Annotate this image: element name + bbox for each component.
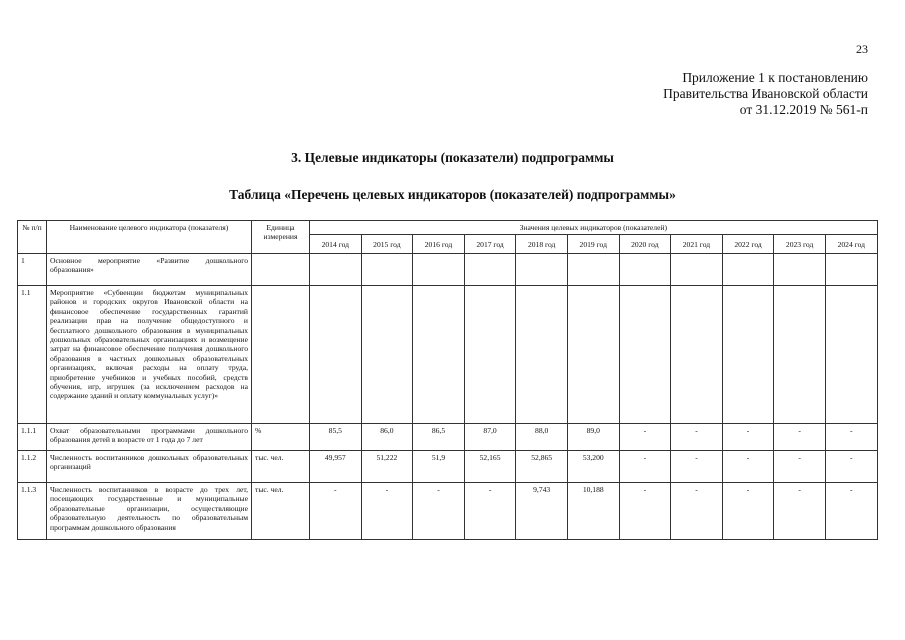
row-value: 52,865 [516,451,568,483]
row-value [774,286,826,424]
table-row [18,254,878,286]
row-value [464,254,516,286]
row-value [671,286,723,424]
row-value [619,254,671,286]
row-value [567,254,619,286]
header-values-group: Значения целевых индикаторов (показателей) [310,221,878,235]
row-value: - [774,483,826,540]
row-name: Основное мероприятие «Развитие дошкольного образования» [47,254,252,286]
row-value [671,254,723,286]
row-name: Охват образовательными программами дошкольного образования детей в возрасте от 1 года до 7 лет [47,424,252,451]
row-value [825,254,877,286]
row-value: - [361,483,413,540]
header-year: 2023 год [774,235,826,254]
row-name: Численность воспитанников в возрасте до трех лет, посещающих государственные и муниципальные образовательные организации, осуществляющие образовательную деятельность по образовательным программам дошкольного образования [47,483,252,540]
row-value: - [464,483,516,540]
row-value: 52,165 [464,451,516,483]
header-year: 2016 год [413,235,465,254]
header-year: 2015 год [361,235,413,254]
row-value: - [722,483,774,540]
row-value [722,254,774,286]
row-value: - [722,424,774,451]
row-value [310,286,362,424]
row-value: - [619,451,671,483]
row-value: - [671,424,723,451]
row-value: 53,200 [567,451,619,483]
row-value [361,286,413,424]
row-value: - [671,451,723,483]
appendix-line-2: Правительства Ивановской области [663,86,868,101]
row-num: 1.1 [18,286,47,424]
row-value: - [310,483,362,540]
row-value: 51,9 [413,451,465,483]
page-number: 23 [856,42,868,56]
header-year: 2017 год [464,235,516,254]
row-value: - [774,451,826,483]
row-value [516,254,568,286]
row-value: 89,0 [567,424,619,451]
header-year: 2014 год [310,235,362,254]
row-unit: % [252,424,310,451]
row-value [361,254,413,286]
row-value: - [722,451,774,483]
row-value: - [825,451,877,483]
row-value: - [619,483,671,540]
table-row [18,483,878,540]
row-value [567,286,619,424]
row-unit [252,286,310,424]
row-value [774,254,826,286]
row-value: 87,0 [464,424,516,451]
row-value: 10,188 [567,483,619,540]
header-num: № п/п [18,221,47,254]
row-value: - [825,424,877,451]
header-unit: Единица измерения [252,221,310,254]
row-name: Мероприятие «Субвенции бюджетам муниципальных районов и городских округов Ивановской области на финансовое обеспечение государственных гарантий реализации прав на получение общедоступного и бесплатного дошкольного образования в муниципальных дошкольных образовательных организациях и возмещение затрат на финансовое обеспечение получения дошкольного образования в частных дошкольных образовательных организациях, включая расходы на оплату труда, приобретение учебников и учебных пособий, средств обучения, игр, игрушек (за исключением расходов на содержание зданий и оплату коммунальных услуг)» [47,286,252,424]
row-value [516,286,568,424]
row-value [722,286,774,424]
row-name: Численность воспитанников дошкольных образовательных организаций [47,451,252,483]
section-title: 3. Целевые индикаторы (показатели) подпрограммы [291,150,614,165]
row-value: 86,5 [413,424,465,451]
header-year: 2024 год [825,235,877,254]
table-row [18,451,878,483]
appendix-line-3: от 31.12.2019 № 561-п [739,102,868,117]
row-value: 88,0 [516,424,568,451]
row-value [619,286,671,424]
header-year: 2020 год [619,235,671,254]
row-num: 1.1.2 [18,451,47,483]
row-num: 1.1.1 [18,424,47,451]
row-value: - [774,424,826,451]
row-value [825,286,877,424]
header-year: 2021 год [671,235,723,254]
appendix-line-1: Приложение 1 к постановлению [682,70,868,85]
row-value [413,254,465,286]
row-unit: тыс. чел. [252,451,310,483]
row-value: - [671,483,723,540]
row-unit [252,254,310,286]
appendix-block [663,70,868,118]
header-year: 2018 год [516,235,568,254]
row-value: 85,5 [310,424,362,451]
row-unit: тыс. чел. [252,483,310,540]
row-value [413,286,465,424]
row-value: - [825,483,877,540]
row-value: - [619,424,671,451]
row-value: 9,743 [516,483,568,540]
header-year: 2022 год [722,235,774,254]
row-value: 86,0 [361,424,413,451]
table-title: Таблица «Перечень целевых индикаторов (показателей) подпрограммы» [229,187,676,202]
row-value: 49,957 [310,451,362,483]
row-value [310,254,362,286]
row-value: - [413,483,465,540]
table-row [18,286,878,424]
table-row [18,424,878,451]
header-year: 2019 год [567,235,619,254]
header-name: Наименование целевого индикатора (показателя) [47,221,252,254]
row-value: 51,222 [361,451,413,483]
indicators-table [17,220,878,540]
row-value [464,286,516,424]
row-num: 1.1.3 [18,483,47,540]
row-num: 1 [18,254,47,286]
